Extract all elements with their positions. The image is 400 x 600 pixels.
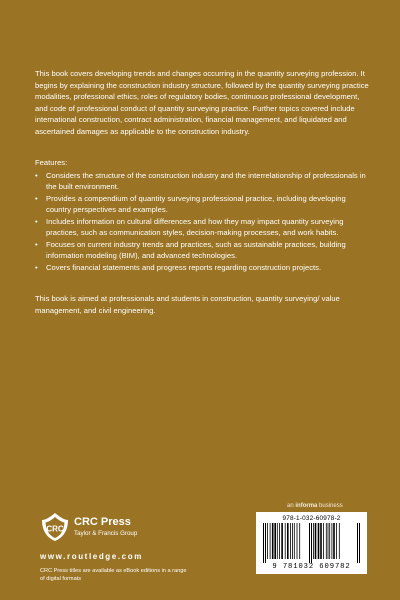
barcode-bar	[285, 523, 286, 559]
feature-item: • Focuses on current industry trends and practices, such as sustainable practices, building information modeling (BIM), and advanced technologies.	[35, 239, 346, 260]
barcode-bar	[281, 523, 283, 559]
barcode-bar	[267, 523, 268, 559]
informa-business-label: an informa business	[287, 503, 343, 509]
publisher-website: www.routledge.com	[40, 552, 143, 561]
features-heading: Features:	[35, 158, 68, 167]
ebook-note: CRC Press titles are available as eBook editions in a range of digital formats	[40, 568, 187, 582]
bullet-icon: •	[35, 262, 38, 272]
feature-item: • Provides a compendium of quantity surveying professional practice, including developing country perspectives and examples.	[35, 193, 346, 214]
barcode-bar	[332, 523, 333, 559]
barcode-bar	[333, 523, 335, 559]
bullet-icon: •	[35, 170, 38, 180]
barcode-bar	[309, 523, 310, 563]
isbn-barcode	[256, 512, 367, 574]
barcode-icon	[261, 523, 362, 563]
barcode-bar	[287, 523, 289, 559]
bullet-icon: •	[35, 216, 38, 226]
barcode-bar	[326, 523, 327, 559]
barcode-bar	[359, 523, 360, 563]
barcode-bar	[311, 523, 312, 563]
barcode-bar	[357, 523, 358, 563]
description-paragraph: This book covers developing trends and changes occurring in the quantity surveying profession. It begins by explaining the construction industry structure, followed by the quantity surveying practice modalities, professional ethics, roles of regulatory bodies, continuous professional development, and code of professional conduct of quantity surveying practice. Further topics covered include international construction, contract administration, financial management, and liquidated and ascertained damages as applicable to the construction industry.	[35, 69, 369, 136]
barcode-bar	[277, 523, 278, 559]
barcode-bar	[274, 523, 276, 559]
isbn-number: 978-1-032-60978-2	[282, 515, 341, 522]
bullet-icon: •	[35, 193, 38, 203]
barcode-digits: 9 781032 609782	[272, 563, 351, 571]
barcode-bar	[299, 523, 300, 559]
barcode-bar	[272, 523, 274, 559]
barcode-bar	[270, 523, 271, 559]
cover-text	[35, 68, 371, 336]
barcode-bar	[265, 523, 266, 563]
barcode-bar	[320, 523, 322, 559]
publisher-name: CRC Press	[74, 516, 131, 528]
barcode-bar	[290, 523, 291, 559]
informa-brand: informa	[295, 503, 318, 509]
barcode-bar	[313, 523, 314, 559]
barcode-bar	[318, 523, 320, 559]
bullet-icon: •	[35, 239, 38, 249]
barcode-bar	[294, 523, 295, 559]
barcode-bar	[292, 523, 293, 559]
feature-item: • Considers the structure of the construction industry and the interrelationship of professionals in the built environment.	[35, 170, 366, 191]
barcode-bar	[328, 523, 329, 559]
barcode-bar	[329, 523, 330, 559]
barcode-bar	[263, 523, 264, 563]
features-list	[35, 170, 371, 274]
feature-item: • Includes information on cultural differences and how they may impact quantity surveying practices, such as communication styles, decision-making processes, and work habits.	[35, 216, 344, 237]
barcode-bar	[339, 523, 340, 559]
barcode-bar	[315, 523, 317, 559]
barcode-bar	[297, 523, 298, 559]
svg-text:CRC: CRC	[46, 524, 64, 534]
barcode-bar	[336, 523, 337, 559]
publisher-group: Taylor & Francis Group	[74, 530, 138, 537]
barcode-bar	[279, 523, 280, 559]
barcode-bar	[323, 523, 324, 559]
feature-item: • Covers financial statements and progress reports regarding construction projects.	[35, 262, 322, 272]
audience-paragraph: This book is aimed at professionals and students in construction, quantity surveying/ value management, and civil engineering.	[35, 294, 340, 315]
crc-press-logo-icon	[40, 512, 70, 542]
